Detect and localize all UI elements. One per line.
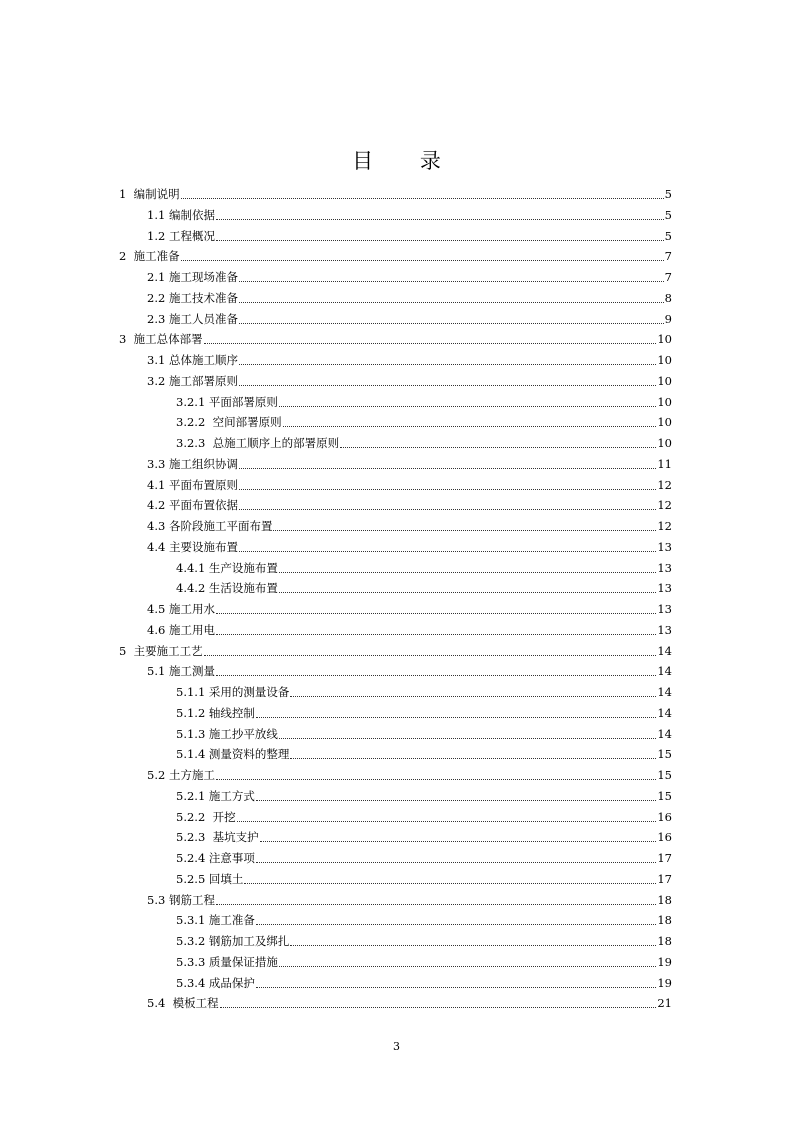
- toc-entry[interactable]: [0, 429, 793, 450]
- toc-entry[interactable]: [0, 450, 793, 471]
- toc-entry-page: 16: [657, 810, 672, 824]
- toc-entry-page: 11: [657, 457, 672, 471]
- toc-entry[interactable]: [0, 491, 793, 512]
- toc-entry[interactable]: [0, 533, 793, 554]
- page-number: 3: [393, 1040, 400, 1053]
- toc-entry-label: 1 编制说明: [119, 187, 180, 201]
- toc-dot-leader: [256, 861, 656, 863]
- toc-entry-page: 17: [657, 851, 672, 865]
- toc-dot-leader: [340, 446, 656, 448]
- toc-entry-label: 5.2.5 回填土: [176, 872, 244, 886]
- toc-dot-leader: [237, 820, 657, 822]
- toc-entry-label: 2 施工准备: [119, 249, 180, 263]
- toc-entry[interactable]: [0, 616, 793, 637]
- toc-dot-leader: [239, 508, 656, 510]
- toc-dot-leader: [256, 923, 656, 925]
- toc-entry-label: 3.3 施工组织协调: [147, 457, 238, 471]
- toc-dot-leader: [239, 550, 656, 552]
- toc-entry-page: 14: [657, 706, 672, 720]
- toc-entry-label: 5.2.2 开挖: [176, 810, 236, 824]
- toc-entry-page: 14: [657, 644, 672, 658]
- toc-entry[interactable]: [0, 263, 793, 284]
- toc-entry-page: 18: [657, 893, 672, 907]
- toc-dot-leader: [290, 944, 656, 946]
- toc-entry[interactable]: [0, 346, 793, 367]
- toc-entry-label: 3.2.3 总施工顺序上的部署原则: [176, 436, 340, 450]
- toc-entry-label: 5.1.1 采用的测量设备: [176, 685, 290, 699]
- toc-entry-page: 13: [657, 561, 672, 575]
- toc-entry-label: 1.1 编制依据: [147, 208, 215, 222]
- toc-dot-leader: [279, 571, 656, 573]
- toc-dot-leader: [239, 488, 656, 490]
- toc-entry[interactable]: [0, 906, 793, 927]
- toc-entry-page: 18: [657, 934, 672, 948]
- toc-dot-leader: [216, 633, 656, 635]
- toc-entry-label: 5.3.4 成品保护: [176, 976, 255, 990]
- toc-entry[interactable]: [0, 699, 793, 720]
- toc-entry-page: 5: [664, 187, 672, 201]
- toc-entry-label: 3.1 总体施工顺序: [147, 353, 238, 367]
- toc-entry[interactable]: [0, 637, 793, 658]
- toc-entry-label: 5.2 土方施工: [147, 768, 215, 782]
- toc-dot-leader: [239, 322, 664, 324]
- toc-entry[interactable]: [0, 388, 793, 409]
- toc-dot-leader: [256, 716, 656, 718]
- toc-entry[interactable]: [0, 740, 793, 761]
- toc-entry[interactable]: [0, 408, 793, 429]
- toc-dot-leader: [256, 799, 656, 801]
- toc-dot-leader: [220, 1006, 657, 1008]
- toc-entry-label: 5.2.3 基坑支护: [176, 830, 259, 844]
- toc-entry[interactable]: [0, 201, 793, 222]
- toc-entry-label: 4.4 主要设施布置: [147, 540, 238, 554]
- toc-entry-label: 4.5 施工用水: [147, 602, 215, 616]
- toc-dot-leader: [239, 467, 656, 469]
- toc-entry-label: 4.4.2 生活设施布置: [176, 581, 278, 595]
- toc-entry[interactable]: [0, 512, 793, 533]
- toc-entry[interactable]: [0, 471, 793, 492]
- toc-dot-leader: [204, 342, 657, 344]
- toc-entry-page: 8: [664, 291, 672, 305]
- toc-entry-page: 10: [657, 415, 672, 429]
- toc-entry-label: 5.1.3 施工抄平放线: [176, 727, 278, 741]
- toc-entry[interactable]: [0, 595, 793, 616]
- toc-entry[interactable]: [0, 844, 793, 865]
- toc-entry[interactable]: [0, 367, 793, 388]
- toc-entry[interactable]: [0, 948, 793, 969]
- toc-dot-leader: [290, 757, 656, 759]
- toc-entry-page: 16: [657, 830, 672, 844]
- toc-entry-label: 5.4 模板工程: [147, 996, 219, 1010]
- toc-dot-leader: [216, 674, 656, 676]
- toc-entry-label: 5.3.3 质量保证措施: [176, 955, 278, 969]
- toc-entry-page: 9: [664, 312, 672, 326]
- toc-entry[interactable]: [0, 678, 793, 699]
- toc-entry-page: 19: [657, 976, 672, 990]
- toc-entry-page: 18: [657, 913, 672, 927]
- toc-dot-leader: [256, 986, 656, 988]
- toc-entry-label: 4.3 各阶段施工平面布置: [147, 519, 273, 533]
- toc-entry-label: 4.6 施工用电: [147, 623, 215, 637]
- toc-entry-label: 3.2 施工部署原则: [147, 374, 238, 388]
- toc-entry-label: 5.1 施工测量: [147, 664, 215, 678]
- toc-entry-page: 5: [664, 229, 672, 243]
- toc-entry-label: 5 主要施工工艺: [119, 644, 203, 658]
- toc-dot-leader: [239, 384, 656, 386]
- toc-entry-page: 10: [657, 395, 672, 409]
- toc-entry-label: 5.1.2 轴线控制: [176, 706, 255, 720]
- toc-entry-label: 5.3.1 施工准备: [176, 913, 255, 927]
- toc-entry-page: 13: [657, 623, 672, 637]
- toc-dot-leader: [279, 737, 656, 739]
- toc-entry-page: 13: [657, 540, 672, 554]
- toc-dot-leader: [216, 903, 656, 905]
- toc-entry-label: 5.1.4 测量资料的整理: [176, 747, 290, 761]
- toc-entry[interactable]: [0, 865, 793, 886]
- toc-entry[interactable]: [0, 554, 793, 575]
- toc-dot-leader: [181, 259, 664, 261]
- toc-entry[interactable]: [0, 803, 793, 824]
- toc-entry-label: 3.2.1 平面部署原则: [176, 395, 278, 409]
- toc-dot-leader: [239, 280, 664, 282]
- toc-entry-page: 21: [657, 996, 672, 1010]
- toc-entry[interactable]: [0, 782, 793, 803]
- toc-entry-label: 4.2 平面布置依据: [147, 498, 238, 512]
- toc-entry[interactable]: [0, 180, 793, 201]
- toc-entry-page: 10: [657, 353, 672, 367]
- toc-entry[interactable]: [0, 284, 793, 305]
- toc-entry[interactable]: [0, 242, 793, 263]
- toc-dot-leader: [290, 695, 656, 697]
- toc-entry-page: 5: [664, 208, 672, 222]
- toc-entry[interactable]: [0, 720, 793, 741]
- toc-dot-leader: [273, 529, 656, 531]
- toc-dot-leader: [181, 197, 664, 199]
- toc-entry-label: 5.2.4 注意事项: [176, 851, 255, 865]
- toc-entry-label: 4.1 平面布置原则: [147, 478, 238, 492]
- toc-dot-leader: [244, 882, 656, 884]
- toc-entry-page: 10: [657, 436, 672, 450]
- toc-entry-page: 17: [657, 872, 672, 886]
- toc-dot-leader: [260, 840, 657, 842]
- toc-dot-leader: [279, 405, 656, 407]
- toc-entry-page: 12: [657, 519, 672, 533]
- toc-entry-page: 14: [657, 685, 672, 699]
- toc-entry-label: 2.2 施工技术准备: [147, 291, 238, 305]
- toc-entry[interactable]: [0, 969, 793, 990]
- toc-entry[interactable]: [0, 927, 793, 948]
- toc-entry[interactable]: [0, 325, 793, 346]
- toc-entry-label: 2.1 施工现场准备: [147, 270, 238, 284]
- toc-dot-leader: [204, 654, 657, 656]
- toc-entry-label: 2.3 施工人员准备: [147, 312, 238, 326]
- toc-entry[interactable]: [0, 761, 793, 782]
- toc-title: 目 录: [352, 149, 461, 173]
- toc-dot-leader: [216, 778, 656, 780]
- toc-entry-page: 15: [657, 789, 672, 803]
- toc-entry-page: 12: [657, 498, 672, 512]
- toc-dot-leader: [216, 218, 664, 220]
- toc-entry[interactable]: [0, 305, 793, 326]
- toc-entry-page: 13: [657, 581, 672, 595]
- toc-entry-page: 14: [657, 727, 672, 741]
- toc-entry-page: 15: [657, 768, 672, 782]
- toc-entry-page: 12: [657, 478, 672, 492]
- toc-entry[interactable]: [0, 886, 793, 907]
- toc-entry-label: 1.2 工程概况: [147, 229, 215, 243]
- toc-dot-leader: [239, 363, 656, 365]
- toc-entry-label: 5.3.2 钢筋加工及绑扎: [176, 934, 290, 948]
- toc-entry-page: 15: [657, 747, 672, 761]
- toc-dot-leader: [279, 591, 656, 593]
- toc-dot-leader: [216, 239, 664, 241]
- toc-entry-page: 7: [664, 249, 672, 263]
- toc-entry[interactable]: [0, 989, 793, 1010]
- toc-entry-label: 3 施工总体部署: [119, 332, 203, 346]
- toc-entry-label: 4.4.1 生产设施布置: [176, 561, 278, 575]
- toc-entry[interactable]: [0, 823, 793, 844]
- toc-entry-page: 10: [657, 332, 672, 346]
- toc-entry-page: 10: [657, 374, 672, 388]
- toc-dot-leader: [216, 612, 656, 614]
- toc-dot-leader: [279, 965, 656, 967]
- toc-entry-label: 5.2.1 施工方式: [176, 789, 255, 803]
- toc-entry-page: 13: [657, 602, 672, 616]
- toc-entry-page: 7: [664, 270, 672, 284]
- toc-entry[interactable]: [0, 657, 793, 678]
- toc-entry[interactable]: [0, 222, 793, 243]
- toc-entry-label: 5.3 钢筋工程: [147, 893, 215, 907]
- toc-dot-leader: [239, 301, 664, 303]
- toc-entry[interactable]: [0, 574, 793, 595]
- toc-entry-page: 14: [657, 664, 672, 678]
- toc-entry-page: 19: [657, 955, 672, 969]
- toc-entry-label: 3.2.2 空间部署原则: [176, 415, 282, 429]
- toc-dot-leader: [283, 425, 657, 427]
